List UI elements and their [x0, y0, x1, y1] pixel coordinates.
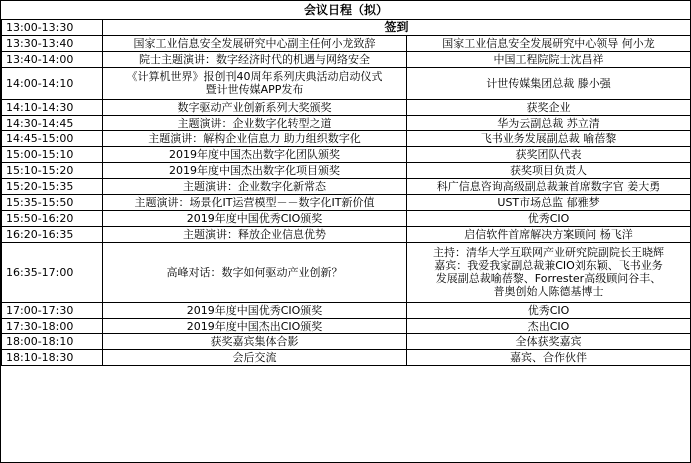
- program-cell: 2019年度中国杰出数字化项目颁奖: [103, 163, 407, 179]
- speaker-cell: 获奖企业: [407, 99, 691, 115]
- agenda-table: [1, 1, 691, 366]
- time-cell: 14:45-15:00: [2, 131, 103, 147]
- speaker-cell: 获奖团队代表: [407, 147, 691, 163]
- program-cell: 国家工业信息安全发展研究中心副主任何小龙致辞: [103, 35, 407, 51]
- table-row: [2, 318, 691, 334]
- table-row: [2, 51, 691, 67]
- speaker-line: 主持：清华大学互联网产业研究院副院长王晓辉: [433, 246, 665, 260]
- table-row: [2, 350, 691, 366]
- time-cell: 17:00-17:30: [2, 302, 103, 318]
- program-cell: 2019年度中国优秀CIO颁奖: [103, 302, 407, 318]
- program-cell: 签到: [103, 20, 691, 36]
- speaker-cell: 杰出CIO: [407, 318, 691, 334]
- program-line: 《计算机世界》报创刊40周年系列庆典活动启动仪式: [126, 70, 383, 84]
- table-row: [2, 179, 691, 195]
- time-cell: 15:00-15:10: [2, 147, 103, 163]
- time-cell: 14:00-14:10: [2, 67, 103, 99]
- program-cell: 数字驱动产业创新系列大奖颁奖: [103, 99, 407, 115]
- time-cell: 15:50-16:20: [2, 210, 103, 226]
- speaker-cell: 计世传媒集团总裁 滕小强: [407, 67, 691, 99]
- speaker-cell: 全体获奖嘉宾: [407, 334, 691, 350]
- speaker-cell: 国家工业信息安全发展研究中心领导 何小龙: [407, 35, 691, 51]
- time-cell: 14:10-14:30: [2, 99, 103, 115]
- speaker-cell: 优秀CIO: [407, 302, 691, 318]
- program-line: 暨计世传媒APP发布: [205, 83, 304, 97]
- program-cell: 主题演讲：企业数字化转型之道: [103, 115, 407, 131]
- speaker-cell: 启信软件首席解决方案顾问 杨飞洋: [407, 226, 691, 242]
- time-cell: 17:30-18:00: [2, 318, 103, 334]
- table-row: [2, 147, 691, 163]
- speaker-line: 发展副总裁喻蓓黎、Forrester高级顾问谷丰、: [435, 272, 662, 286]
- time-cell: 18:10-18:30: [2, 350, 103, 366]
- speaker-cell: 嘉宾、合作伙伴: [407, 350, 691, 366]
- table-row: [2, 334, 691, 350]
- table-row: [2, 195, 691, 211]
- time-cell: 15:35-15:50: [2, 195, 103, 211]
- time-cell: 16:35-17:00: [2, 242, 103, 302]
- time-cell: 13:40-14:00: [2, 51, 103, 67]
- table-row: [2, 115, 691, 131]
- agenda-title: 会议日程（拟）: [2, 1, 691, 20]
- speaker-cell: [407, 242, 691, 302]
- program-cell: 主题演讲：场景化IT运营模型－－数字化IT新价值: [103, 195, 407, 211]
- time-cell: 13:00-13:30: [2, 20, 103, 36]
- program-cell: 院士主题演讲：数字经济时代的机遇与网络安全: [103, 51, 407, 67]
- program-cell: 2019年度中国杰出CIO颁奖: [103, 318, 407, 334]
- title-row: [2, 1, 691, 20]
- time-cell: 14:30-14:45: [2, 115, 103, 131]
- speaker-cell: 获奖项目负责人: [407, 163, 691, 179]
- time-cell: 15:10-15:20: [2, 163, 103, 179]
- speaker-cell: 科广信息咨询高级副总裁兼首席数字官 姜大勇: [407, 179, 691, 195]
- program-cell: [103, 67, 407, 99]
- program-cell: 2019年度中国优秀CIO颁奖: [103, 210, 407, 226]
- table-row: [2, 242, 691, 302]
- speaker-cell: 中国工程院院士沈昌祥: [407, 51, 691, 67]
- speaker-line: 普奥创始人陈德基博士: [493, 285, 604, 299]
- program-cell: 获奖嘉宾集体合影: [103, 334, 407, 350]
- table-row: [2, 67, 691, 99]
- table-row: [2, 302, 691, 318]
- speaker-cell: UST市场总监 郁雅梦: [407, 195, 691, 211]
- table-row: [2, 226, 691, 242]
- table-row: [2, 35, 691, 51]
- speaker-cell: 飞书业务发展副总裁 喻蓓黎: [407, 131, 691, 147]
- speaker-line: 嘉宾：我爱我家副总裁兼CIO刘东颖、飞书业务: [434, 259, 663, 273]
- table-row: [2, 20, 691, 36]
- table-row: [2, 210, 691, 226]
- program-cell: 高峰对话：数字如何驱动产业创新？: [103, 242, 407, 302]
- time-cell: 13:30-13:40: [2, 35, 103, 51]
- speaker-cell: 华为云副总裁 苏立清: [407, 115, 691, 131]
- time-cell: 16:20-16:35: [2, 226, 103, 242]
- table-row: [2, 163, 691, 179]
- table-row: [2, 131, 691, 147]
- program-cell: 主题演讲：释放企业信息优势: [103, 226, 407, 242]
- time-cell: 18:00-18:10: [2, 334, 103, 350]
- program-cell: 主题演讲：企业数字化新常态: [103, 179, 407, 195]
- speaker-cell: 优秀CIO: [407, 210, 691, 226]
- program-cell: 2019年度中国杰出数字化团队颁奖: [103, 147, 407, 163]
- table-row: [2, 99, 691, 115]
- time-cell: 15:20-15:35: [2, 179, 103, 195]
- program-cell: 主题演讲：解构企业信息力 助力组织数字化: [103, 131, 407, 147]
- program-cell: 会后交流: [103, 350, 407, 366]
